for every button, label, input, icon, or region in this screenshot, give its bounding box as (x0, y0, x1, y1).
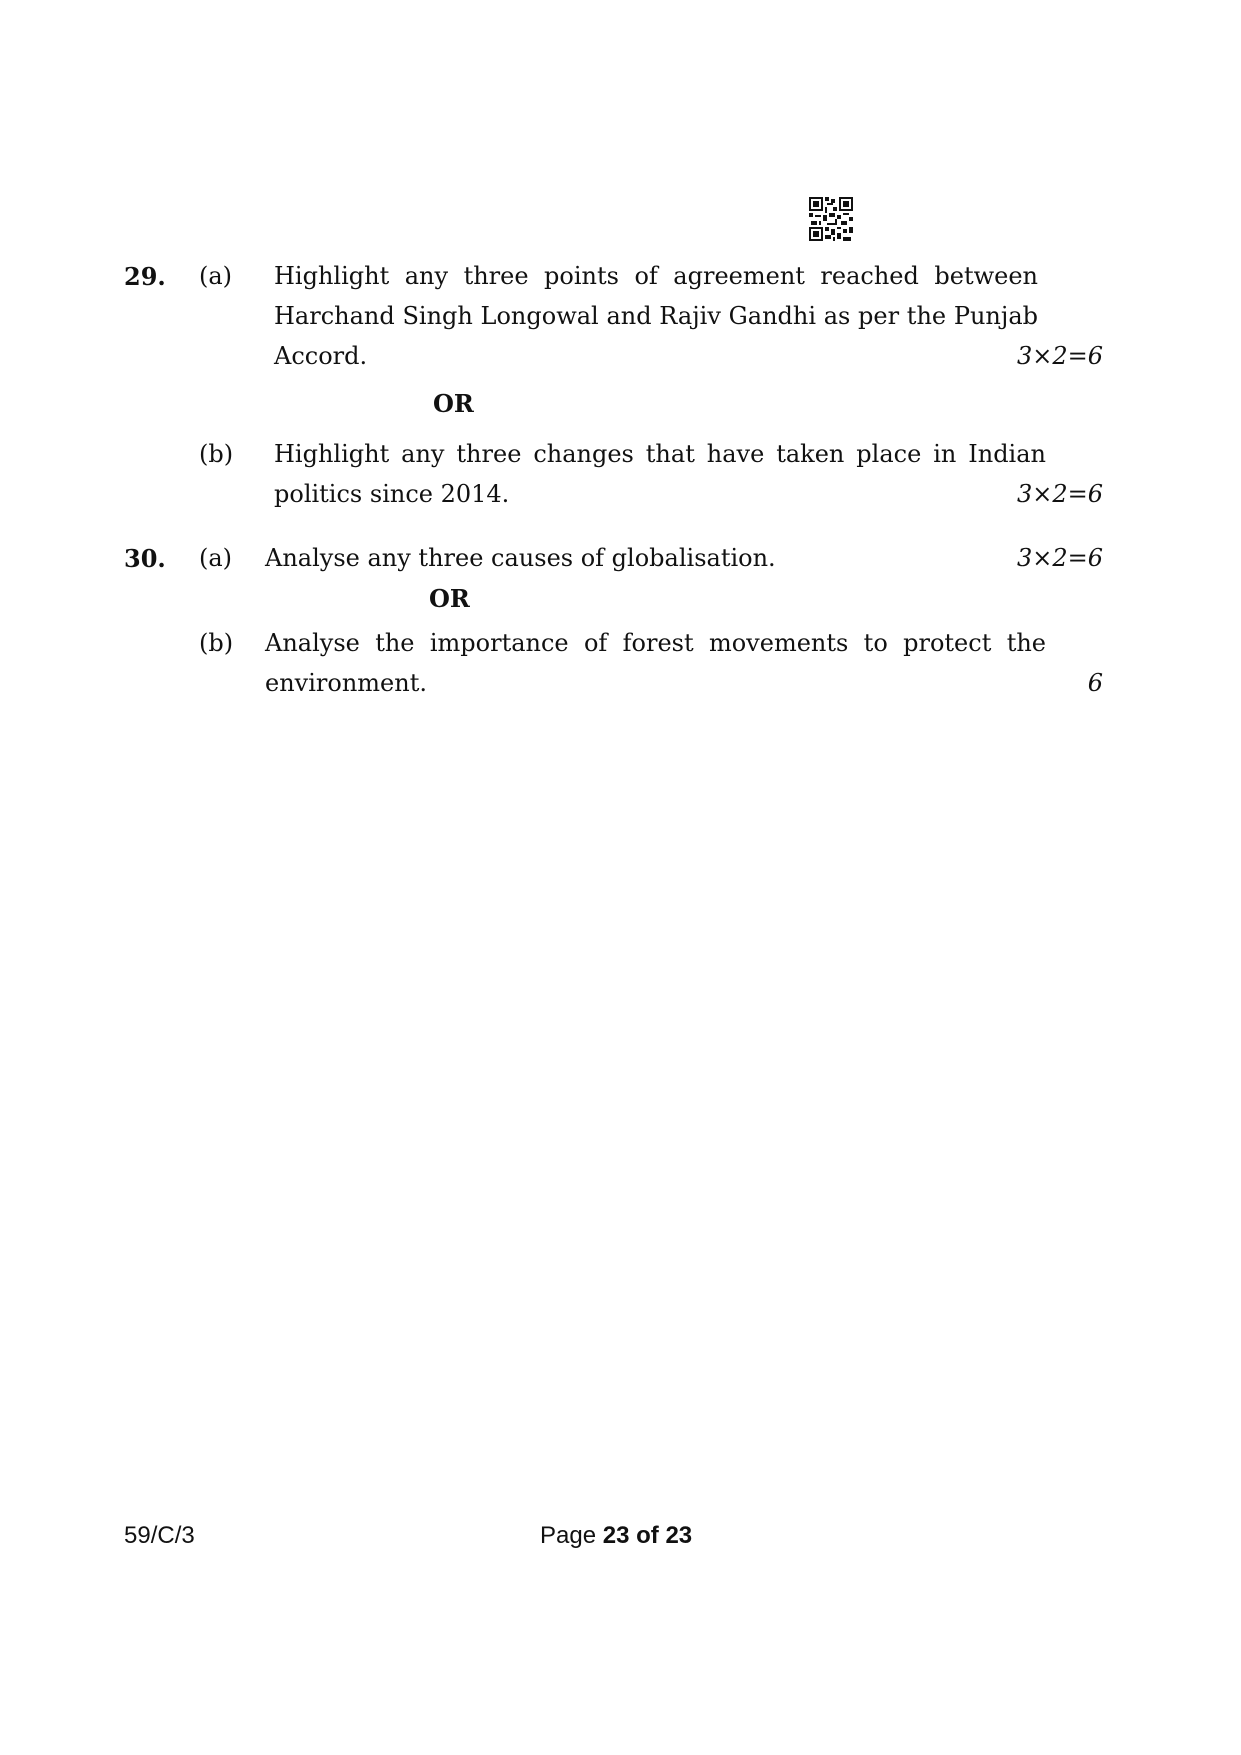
or-separator: OR (433, 389, 474, 418)
marks: 3×2=6 (1016, 480, 1103, 508)
question-text-line: politics since 2014. (274, 480, 510, 508)
question-text-line: Harchand Singh Longowal and Rajiv Gandhi as per the Punjab (274, 302, 1038, 330)
question-number: 29. (124, 262, 166, 291)
question-text-line: Accord. (274, 342, 368, 370)
page-current: 23 (602, 1522, 630, 1549)
page-number (540, 1522, 692, 1550)
question-text-line: environment. (265, 669, 427, 697)
part-label-b: (b) (199, 629, 234, 657)
page-total: 23 (665, 1522, 693, 1549)
part-label-a: (a) (199, 262, 233, 290)
marks: 3×2=6 (1016, 342, 1103, 370)
question-number: 30. (124, 544, 166, 573)
marks: 3×2=6 (1016, 544, 1103, 572)
question-text-line: Analyse the importance of forest movements to protect the (265, 629, 1046, 657)
part-label-a: (a) (199, 544, 233, 572)
or-separator: OR (429, 584, 470, 613)
qr-code-icon (809, 197, 853, 241)
marks: 6 (1087, 669, 1103, 697)
question-text-line: Analyse any three causes of globalisation. (265, 544, 776, 572)
page-of: of (636, 1522, 659, 1549)
part-label-b: (b) (199, 440, 234, 468)
page-prefix: Page (540, 1522, 597, 1549)
question-text-line: Highlight any three points of agreement reached between (274, 262, 1038, 290)
question-text-line: Highlight any three changes that have taken place in Indian (274, 440, 1046, 468)
paper-code: 59/C/3 (124, 1522, 195, 1549)
